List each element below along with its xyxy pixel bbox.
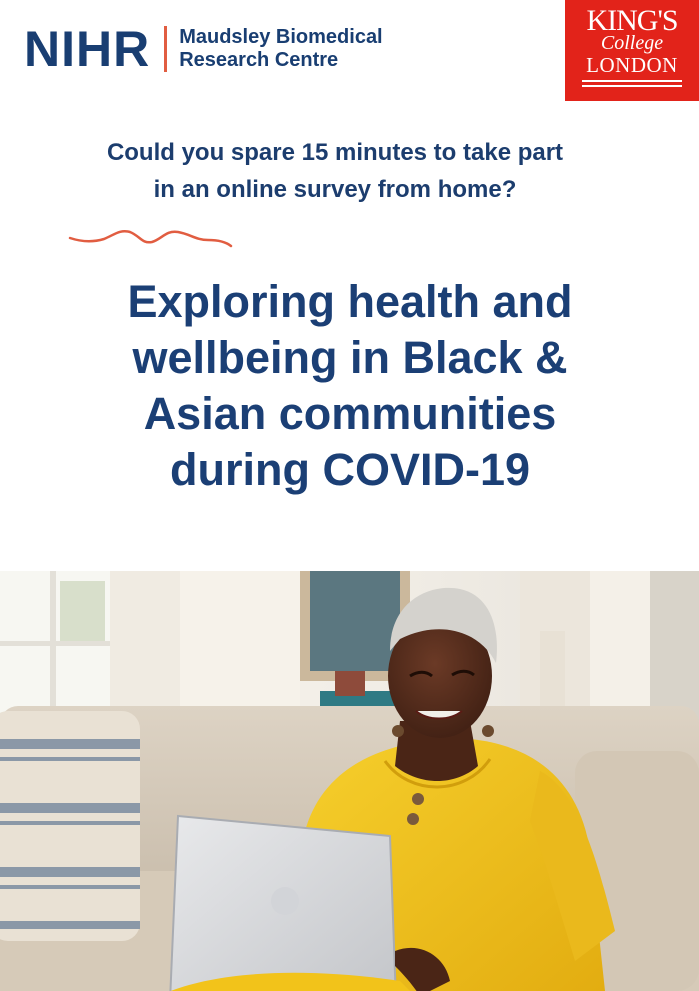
survey-question — [40, 134, 630, 208]
kcl-logo-rule — [582, 80, 682, 82]
nihr-acronym: NIHR — [24, 21, 151, 77]
striped-cushion — [0, 711, 140, 941]
survey-question-line1: Could you spare 15 minutes to take part — [106, 139, 564, 166]
page-title — [70, 274, 630, 498]
hero-photo-illustration — [0, 571, 699, 991]
nihr-centre-line2: Research Centre — [179, 49, 339, 71]
page-title-line2: wellbeing in Black & — [132, 332, 568, 383]
page-title-line1: Exploring health and — [127, 276, 573, 327]
survey-question-line2: in an online survey from home? — [153, 176, 517, 203]
nihr-divider — [164, 26, 167, 72]
nihr-logo — [24, 21, 383, 77]
kcl-logo-rule — [582, 85, 682, 87]
kcl-logo-line3: LONDON — [586, 53, 678, 77]
page-title-line4: during COVID-19 — [169, 444, 531, 495]
kcl-logo-line2: College — [600, 32, 664, 54]
kcl-logo-line1: KING'S — [586, 4, 678, 37]
page-title-line3: Asian communities — [143, 388, 557, 439]
nihr-centre-line1: Maudsley Biomedical — [179, 26, 383, 48]
hero-photo — [0, 571, 699, 991]
kings-college-london-logo — [565, 0, 699, 101]
decorative-squiggle — [68, 224, 233, 250]
nihr-centre-name — [179, 26, 382, 72]
